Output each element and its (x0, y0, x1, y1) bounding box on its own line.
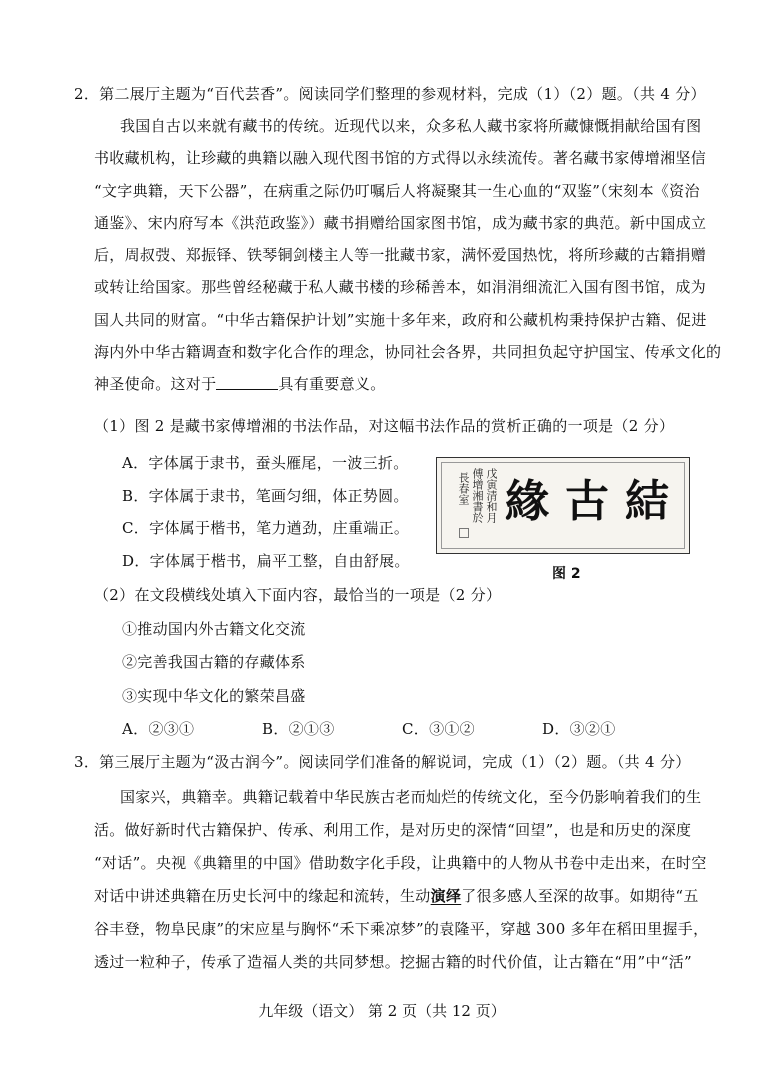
q2-sub2-item: ②完善我国古籍的存藏体系 (122, 653, 306, 671)
q2-passage-line: “文字典籍，天下公器”，在病重之际仍叮嘱后人将凝聚其一生心血的“双鉴”（宋刻本《资治 (94, 182, 700, 200)
q2-sub2-item: ③实现中华文化的繁荣昌盛 (122, 687, 306, 705)
answer-blank[interactable] (216, 375, 278, 390)
q2-header: 2．第二展厅主题为“百代芸香”。阅读同学们整理的参观材料，完成（1）（2）题。（共 4 分） (74, 85, 706, 103)
q2-sub1-stem: （1）图 2 是藏书家傅增湘的书法作品，对这幅书法作品的赏析正确的一项是（2 分） (94, 417, 675, 435)
q2-passage-line: 国人共同的财富。“中华古籍保护计划”实施十多年来，政府和公藏机构秉持保护古籍、促进 (94, 311, 707, 329)
calligraphy-char: 結 (625, 476, 669, 527)
q2-passage-after-blank: 具有重要意义。 (278, 375, 386, 393)
calligraphy-inscription-1: 戊寅清和月 (485, 468, 498, 523)
q3-passage-line: 透过一粒种子，传承了造福人类的共同梦想。挖掘古籍的时代价值，让古籍在“用”中“活” (94, 953, 692, 971)
q2-passage-line: 通鉴》、宋内府写本《洪范政鉴》）藏书捐赠给国家图书馆，成为藏书家的典范。新中国成立 (94, 214, 707, 232)
q2-sub1-option-a[interactable]: A．字体属于隶书，蚕头雁尾，一波三折。 (122, 454, 409, 472)
q3-line4-before: 对话中讲述典籍在历史长河中的缘起和流转，生动 (94, 887, 431, 905)
calligraphy-inscription-3: 長春室 (457, 472, 470, 505)
q2-passage-line: 后，周叔弢、郑振铎、铁琴铜剑楼主人等一批藏书家，满怀爱国热忱，将所珍藏的古籍捐赠 (94, 246, 707, 264)
q2-passage-line: 书收藏机构，让珍藏的典籍以融入现代图书馆的方式得以永续流传。著名藏书家傅增湘坚信 (94, 149, 707, 167)
q2-sub2-choice-a[interactable]: A．②③① (122, 720, 195, 738)
calligraphy-inscription-2: 傅增湘書於 (471, 468, 484, 523)
q3-header: 3．第三展厅主题为“汲古润今”。阅读同学们准备的解说词，完成（1）（2）题。（共 4 分） (74, 753, 691, 771)
q3-passage-line: 谷丰登，物阜民康”的宋应星与胸怀“禾下乘凉梦”的袁隆平，穿越 300 多年在稻田里握手， (94, 920, 709, 938)
q3-passage-line: “对话”。央视《典籍里的中国》借助数字化手段，让典籍中的人物从书卷中走出来，在时空 (94, 854, 707, 872)
calligraphy-char: 緣 (505, 476, 549, 527)
q2-sub1-option-b[interactable]: B．字体属于隶书，笔画匀细，体正势圆。 (122, 487, 409, 505)
q2-sub1-option-d[interactable]: D．字体属于楷书，扁平工整，自由舒展。 (122, 552, 410, 570)
q2-sub2-choice-c[interactable]: C．③①② (402, 720, 475, 738)
q2-passage-line: 我国自古以来就有藏书的传统。近现代以来，众多私人藏书家将所藏慷慨捐献给国有图 (120, 117, 702, 135)
q2-sub2-stem: （2）在文段横线处填入下面内容，最恰当的一项是（2 分） (94, 586, 502, 604)
q3-passage-line: 活。做好新时代古籍保护、传承、利用工作，是对历史的深情“回望”，也是和历史的深度 (94, 821, 692, 839)
calligraphy-figure (436, 457, 690, 554)
q2-sub2-choice-b[interactable]: B．②①③ (262, 720, 335, 738)
q2-sub2-item: ①推动国内外古籍文化交流 (122, 620, 306, 638)
q3-line4-after: 了很多感人至深的故事。如期待“五 (461, 887, 699, 905)
q3-passage-line: 国家兴，典籍幸。典籍记载着中华民族古老而灿烂的传统文化，至今仍影响着我们的生 (120, 788, 702, 806)
page-footer: 九年级（语文） 第 2 页（共 12 页） (258, 1002, 506, 1020)
q2-passage-line: 或转让给国家。那些曾经秘藏于私人藏书楼的珍稀善本，如涓涓细流汇入国有图书馆，成为 (94, 278, 707, 296)
q2-passage-last-line (94, 374, 386, 394)
seal-mark (459, 528, 469, 538)
q2-sub1-option-c[interactable]: C．字体属于楷书，笔力遒劲，庄重端正。 (122, 519, 410, 537)
q2-passage-line: 海内外中华古籍调查和数字化合作的理念，协同社会各界，共同担负起守护国宝、传承文化的 (94, 343, 722, 361)
q3-passage-line (94, 886, 699, 906)
underlined-word: 演绎 (430, 887, 462, 905)
figure-caption: 图 2 (552, 566, 581, 582)
q2-sub2-choice-d[interactable]: D．③②① (542, 720, 616, 738)
q2-passage-before-blank: 神圣使命。这对于 (94, 375, 217, 393)
calligraphy-char: 古 (565, 476, 609, 527)
